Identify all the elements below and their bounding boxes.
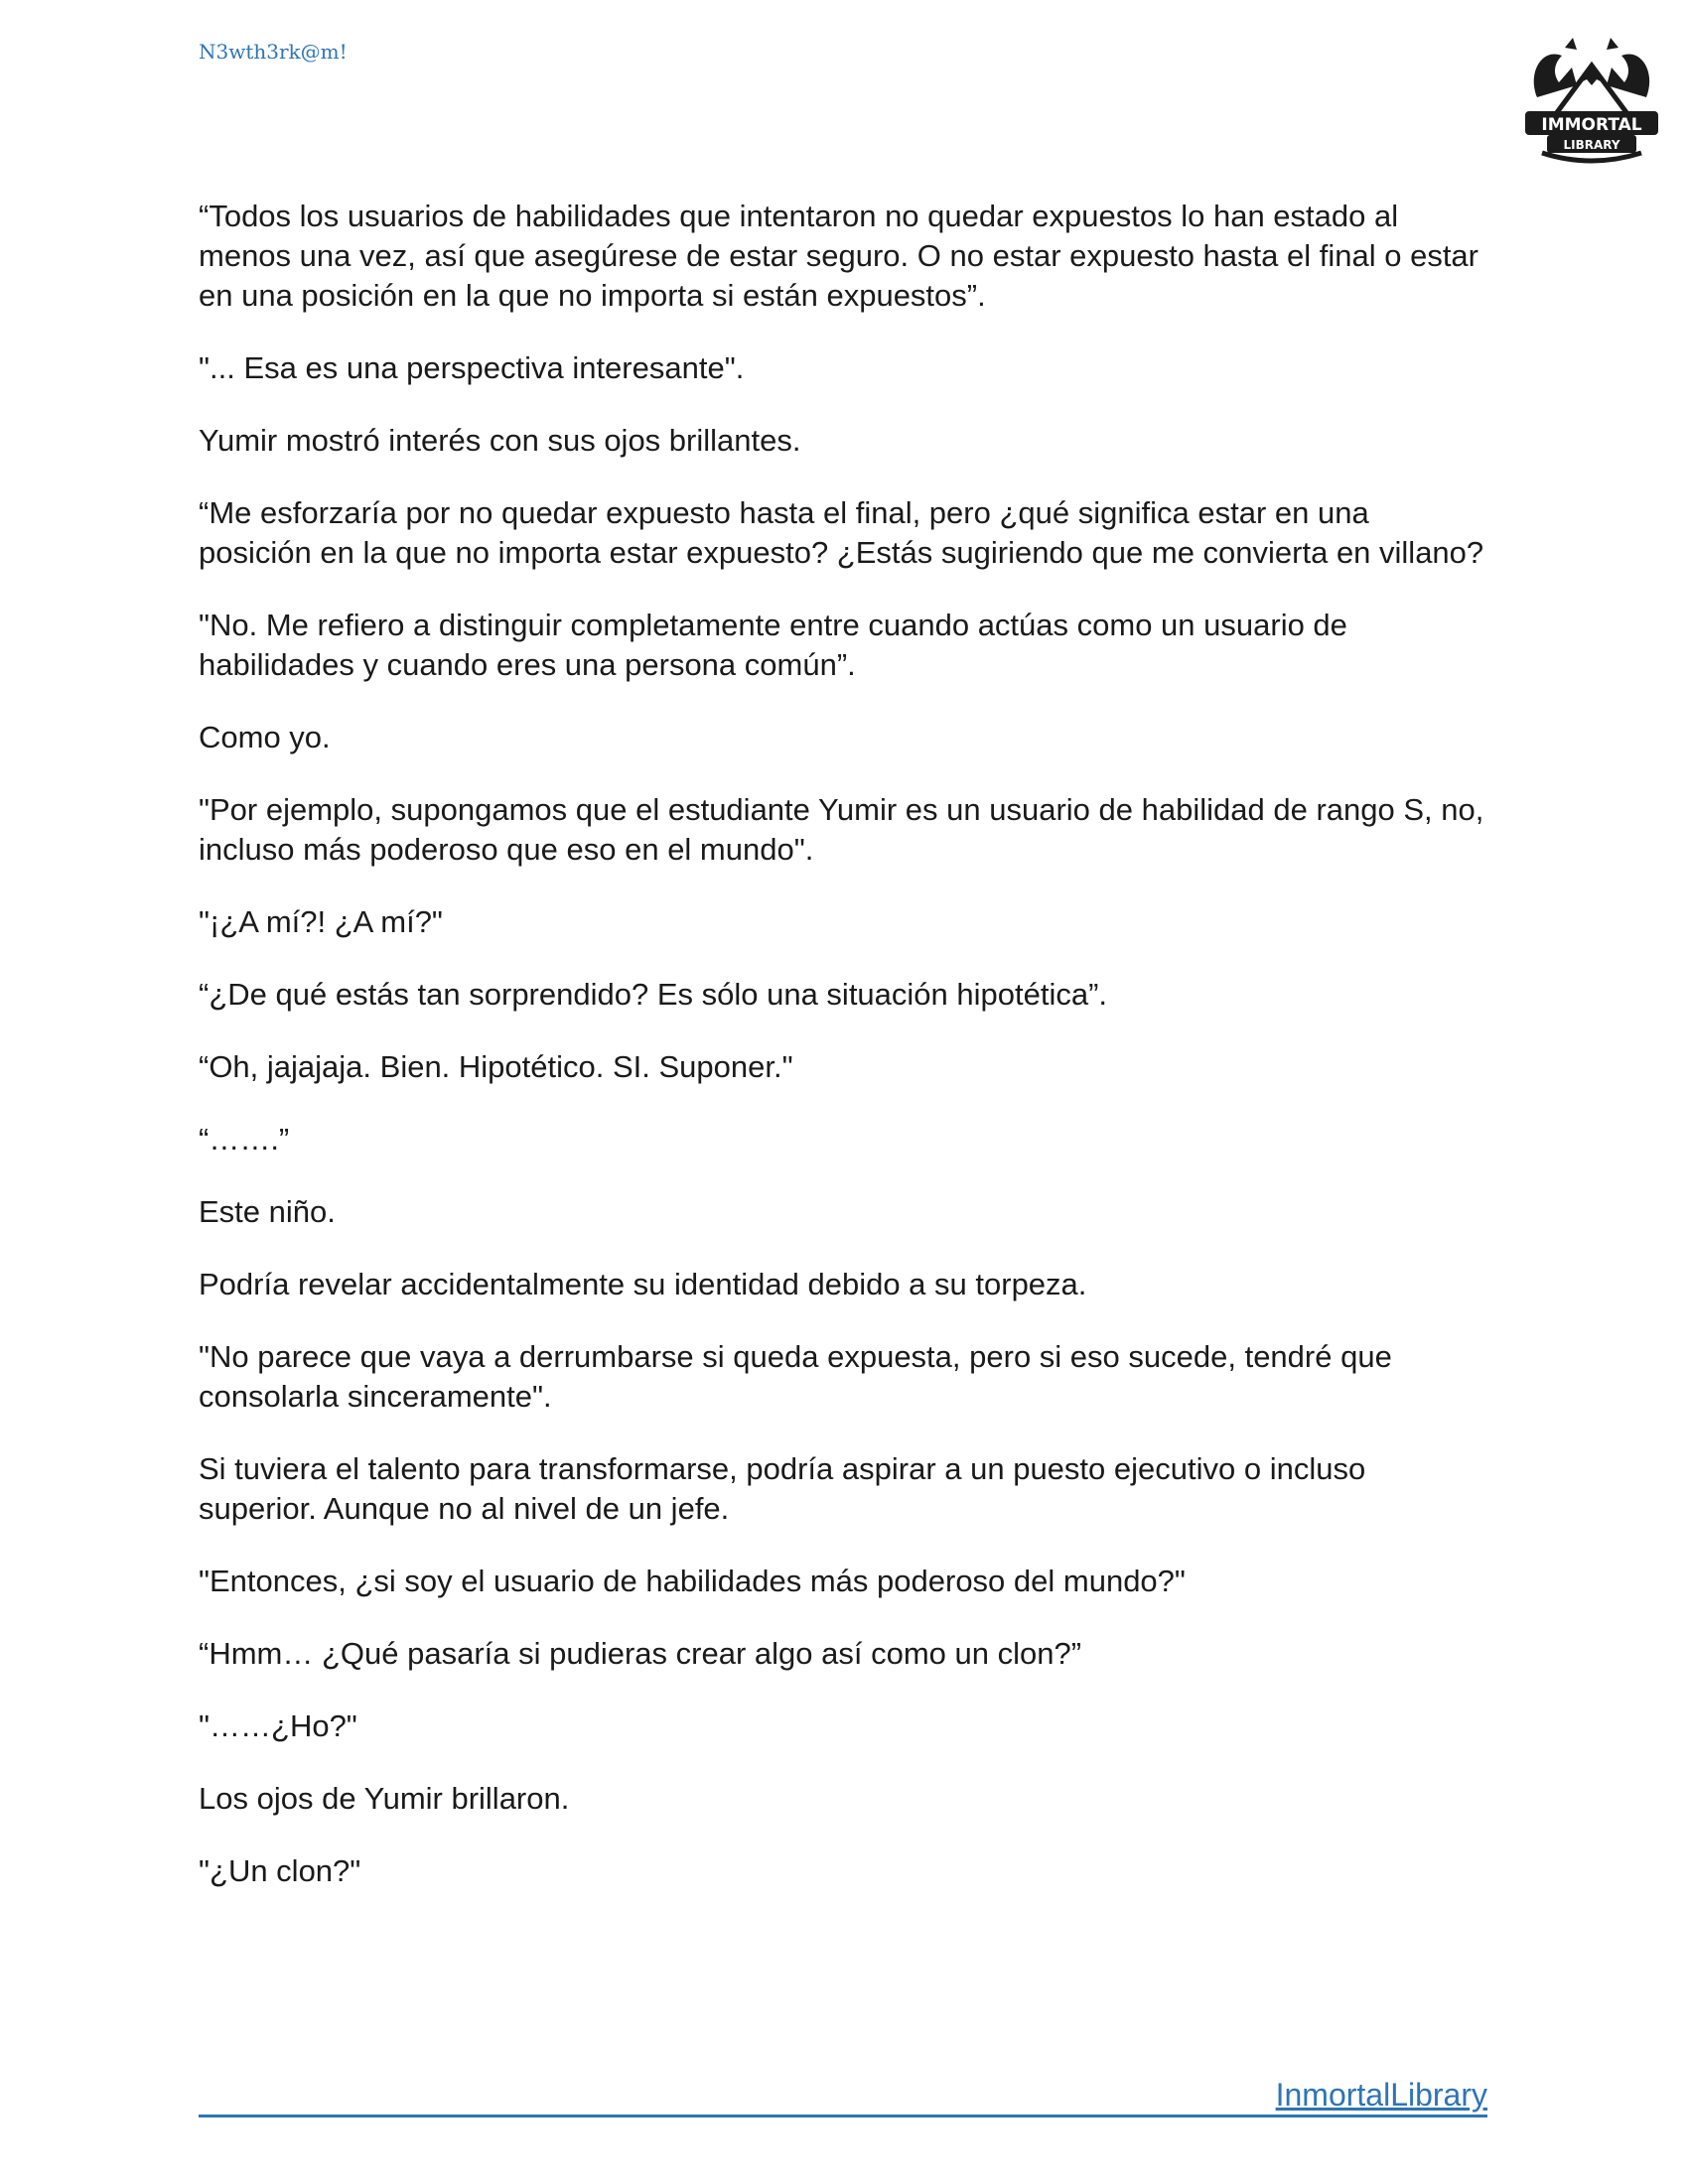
paragraph: "……¿Ho?": [199, 1708, 357, 1743]
paragraph: “Oh, jajajaja. Bien. Hipotético. SI. Suponer.": [199, 1049, 793, 1084]
paragraph: "No. Me refiero a distinguir completamente entre cuando actúas como un usuario de habilidades y cuando eres una persona común”.: [199, 608, 1347, 682]
paragraph: “…….”: [199, 1122, 290, 1157]
paragraph: “Me esforzaría por no quedar expuesto hasta el final, pero ¿qué significa estar en una posición en la que no importa estar expuesto? ¿Estás sugiriendo que me convierta en villano?: [199, 495, 1484, 570]
paragraph: Los ojos de Yumir brillaron.: [199, 1781, 570, 1816]
logo-text-bottom: LIBRARY: [1563, 138, 1620, 152]
paragraph: "Por ejemplo, supongamos que el estudiante Yumir es un usuario de habilidad de rango S, no, incluso más poderoso que eso en el mundo".: [199, 792, 1484, 867]
header-note: N3wth3rk@m!: [199, 40, 348, 64]
paragraph: “Todos los usuarios de habilidades que intentaron no quedar expuestos lo han estado al menos una vez, así que asegúrese de estar seguro. O no estar expuesto hasta el final o estar en una posición en la que no importa si están expuestos”.: [199, 199, 1478, 313]
paragraph: "No parece que vaya a derrumbarse si queda expuesta, pero si eso sucede, tendré que consolarla sinceramente".: [199, 1339, 1392, 1414]
paragraph: "... Esa es una perspectiva interesante".: [199, 350, 745, 385]
footer-link[interactable]: InmortalLibrary: [1275, 2077, 1487, 2113]
paragraph: Podría revelar accidentalmente su identidad debido a su torpeza.: [199, 1267, 1087, 1301]
paragraph: “Hmm… ¿Qué pasaría si pudieras crear algo así como un clon?”: [199, 1636, 1082, 1671]
paragraph: “¿De qué estás tan sorprendido? Es sólo una situación hipotética”.: [199, 977, 1108, 1012]
paragraph: "¡¿A mí?! ¿A mí?": [199, 904, 443, 939]
footer-divider: [199, 2115, 1487, 2117]
immortal-library-logo: [1517, 28, 1666, 167]
document-body: [199, 197, 1489, 1924]
paragraph: "¿Un clon?": [199, 1853, 361, 1888]
logo-text-top: IMMORTAL: [1541, 115, 1642, 135]
paragraph: Este niño.: [199, 1194, 336, 1229]
paragraph: Como yo.: [199, 720, 331, 754]
paragraph: "Entonces, ¿si soy el usuario de habilidades más poderoso del mundo?": [199, 1564, 1186, 1598]
paragraph: Si tuviera el talento para transformarse, podría aspirar a un puesto ejecutivo o incluso superior. Aunque no al nivel de un jefe.: [199, 1451, 1366, 1526]
paragraph: Yumir mostró interés con sus ojos brillantes.: [199, 423, 801, 458]
